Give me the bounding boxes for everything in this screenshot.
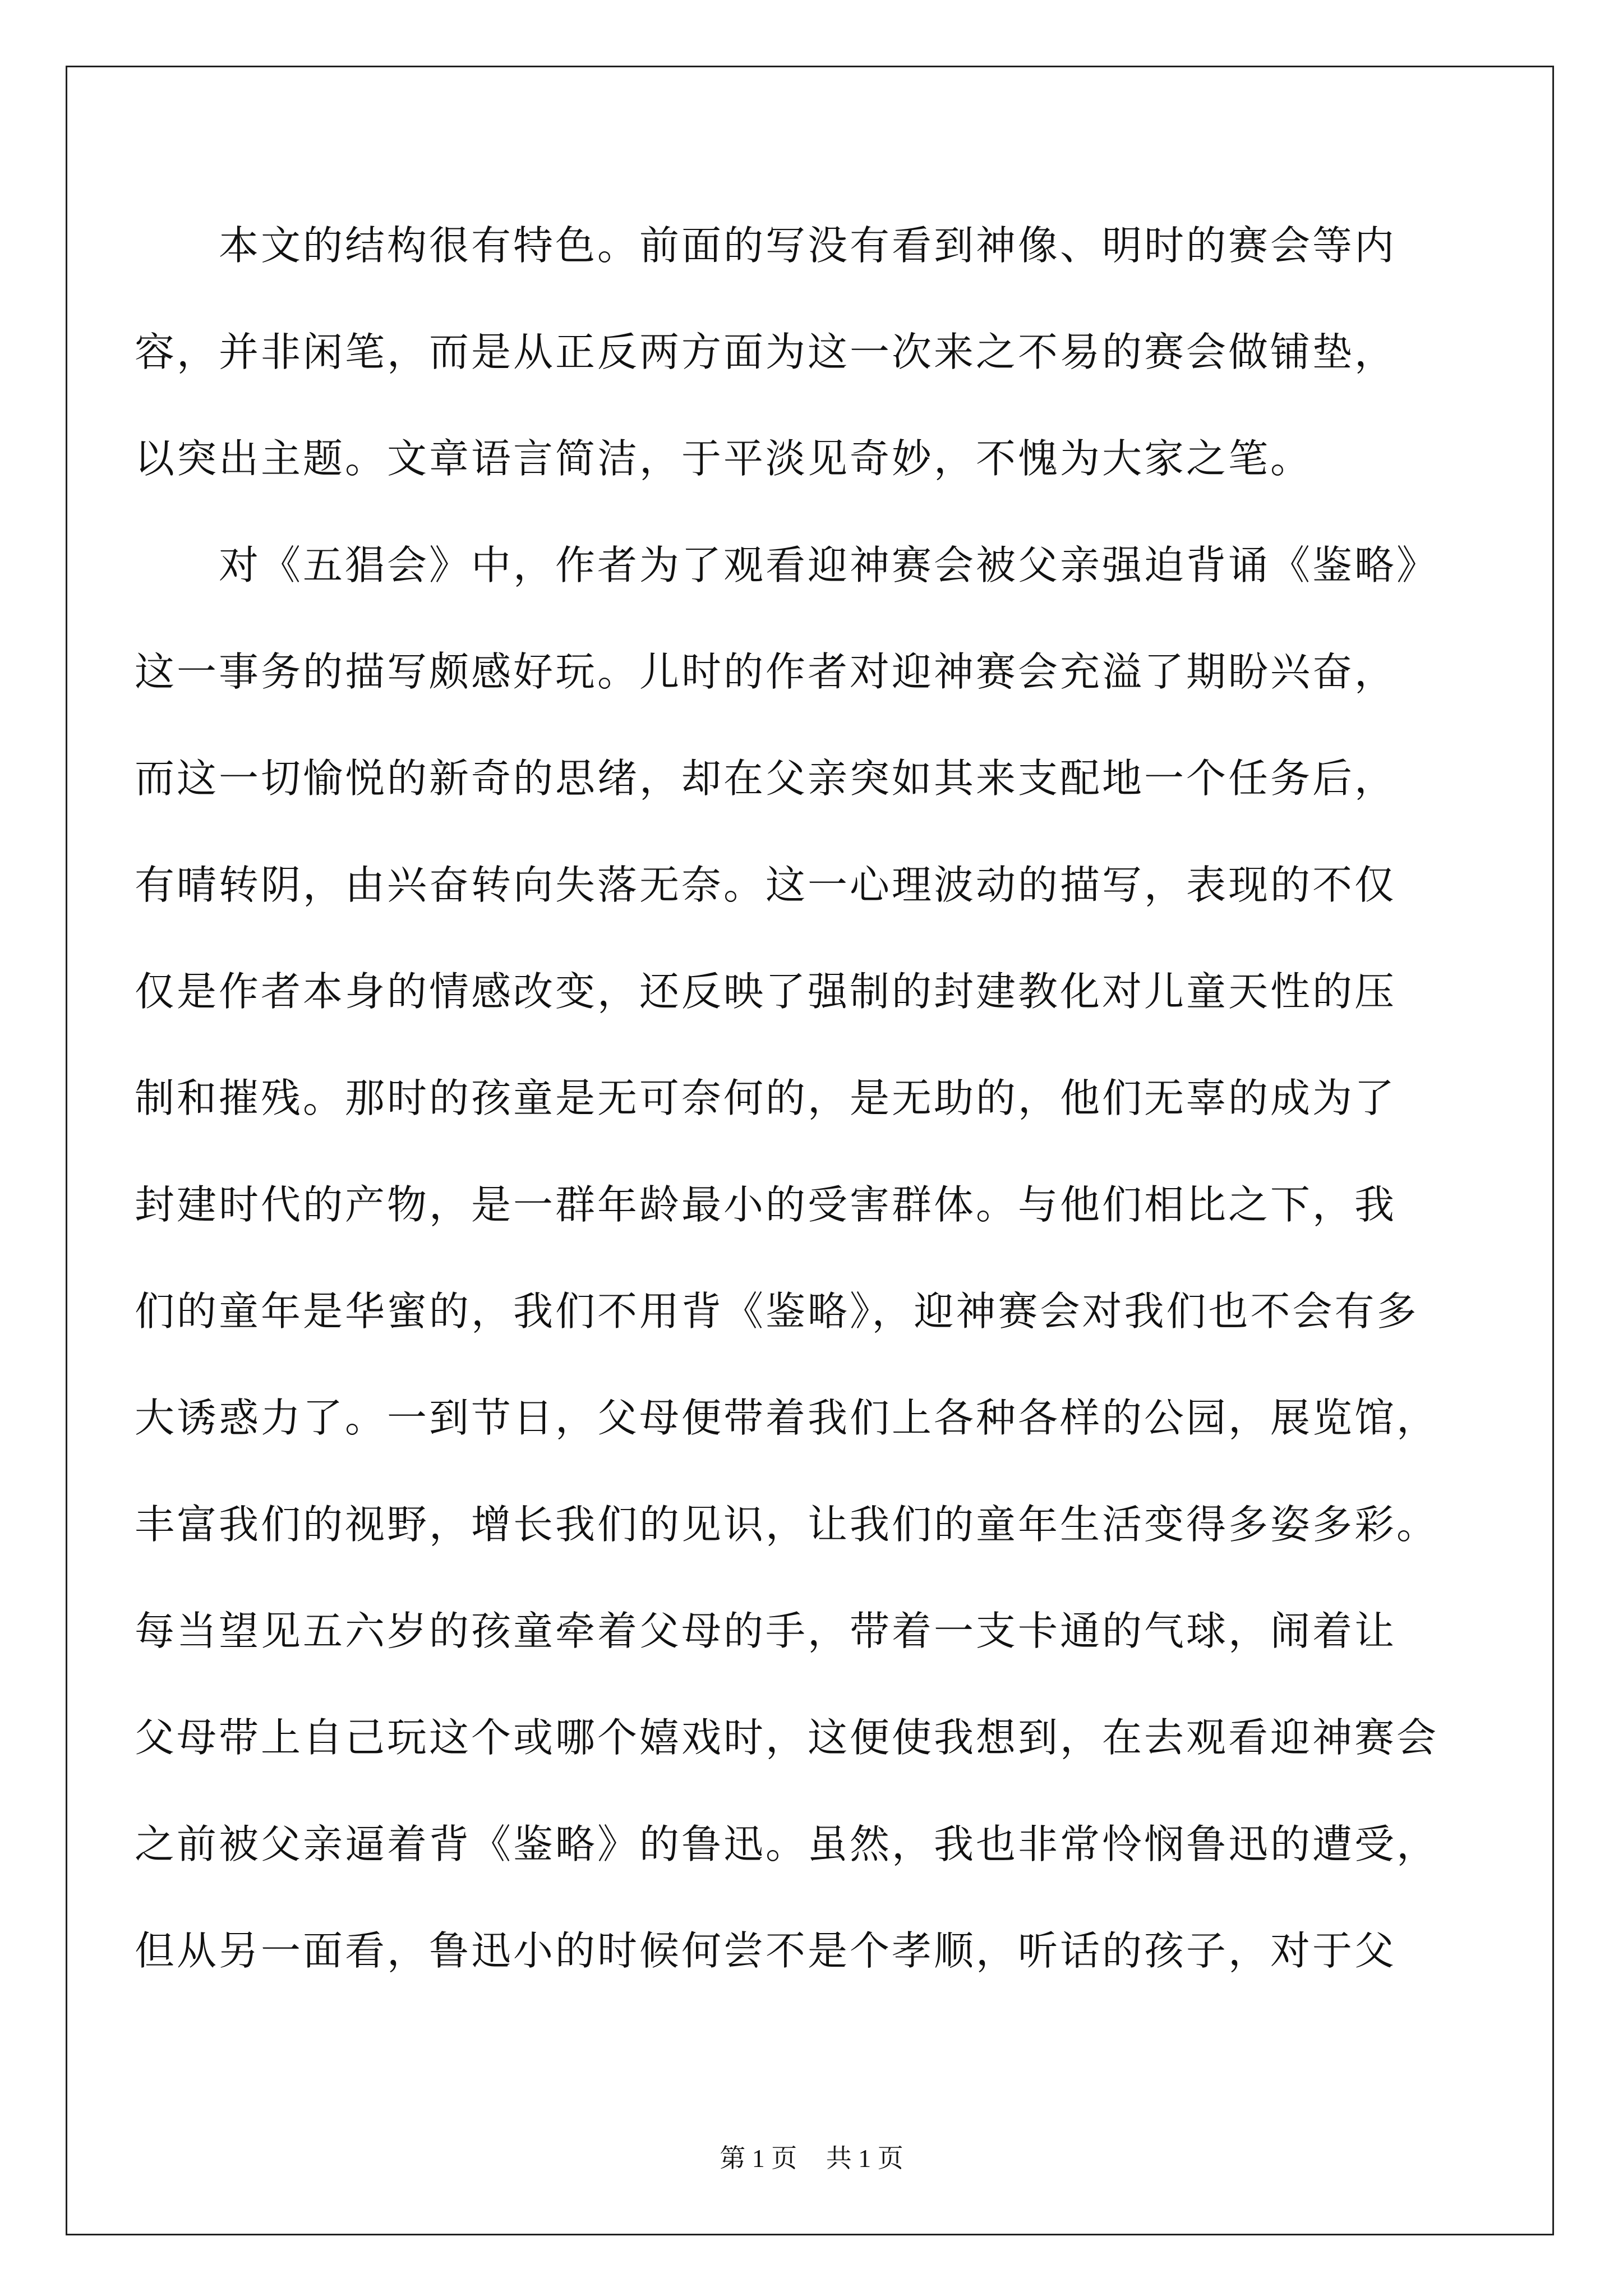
text-line: 但从另一面看，鲁迅小的时候何尝不是个孝顺，听话的孩子，对于父 bbox=[135, 1927, 1397, 1974]
text-line: 以突出主题。文章语言简洁，于平淡见奇妙，不愧为大家之笔。 bbox=[135, 435, 1313, 482]
text-line: 封建时代的产物，是一群年龄最小的受害群体。与他们相比之下，我 bbox=[135, 1181, 1397, 1228]
text-line: 之前被父亲逼着背《鉴略》的鲁迅。虽然，我也非常怜悯鲁迅的遭受， bbox=[135, 1821, 1439, 1867]
text-line: 每当望见五六岁的孩童牵着父母的手，带着一支卡通的气球，闹着让 bbox=[135, 1608, 1397, 1654]
text-line: 有晴转阴，由兴奋转向失落无奈。这一心理波动的描写，表现的不仅 bbox=[135, 862, 1397, 908]
text-line: 本文的结构很有特色。前面的写没有看到神像、明时的赛会等内 bbox=[135, 222, 1397, 269]
page-total: 共 1 页 bbox=[826, 2144, 903, 2173]
text-line: 这一事务的描写颇感好玩。儿时的作者对迎神赛会充溢了期盼兴奋， bbox=[135, 648, 1397, 695]
page-number: 第 1 页 bbox=[720, 2144, 797, 2173]
text-line: 仅是作者本身的情感改变，还反映了强制的封建教化对儿童天性的压 bbox=[135, 968, 1397, 1015]
text-line: 对《五猖会》中，作者为了观看迎神赛会被父亲强迫背诵《鉴略》 bbox=[135, 542, 1439, 588]
text-line: 们的童年是华蜜的，我们不用背《鉴略》，迎神赛会对我们也不会有多 bbox=[135, 1288, 1419, 1335]
text-line: 而这一切愉悦的新奇的思绪，却在父亲突如其来支配地一个任务后， bbox=[135, 755, 1397, 802]
text-line: 大诱惑力了。一到节日，父母便带着我们上各种各样的公园，展览馆， bbox=[135, 1395, 1439, 1441]
text-line: 制和摧残。那时的孩童是无可奈何的，是无助的，他们无辜的成为了 bbox=[135, 1075, 1397, 1121]
text-line: 父母带上自己玩这个或哪个嬉戏时，这便使我想到，在去观看迎神赛会 bbox=[135, 1714, 1439, 1761]
text-line: 丰富我们的视野，增长我们的见识，让我们的童年生活变得多姿多彩。 bbox=[135, 1501, 1439, 1548]
text-line: 容，并非闲笔，而是从正反两方面为这一次来之不易的赛会做铺垫， bbox=[135, 329, 1397, 375]
page-footer bbox=[0, 2142, 1623, 2175]
